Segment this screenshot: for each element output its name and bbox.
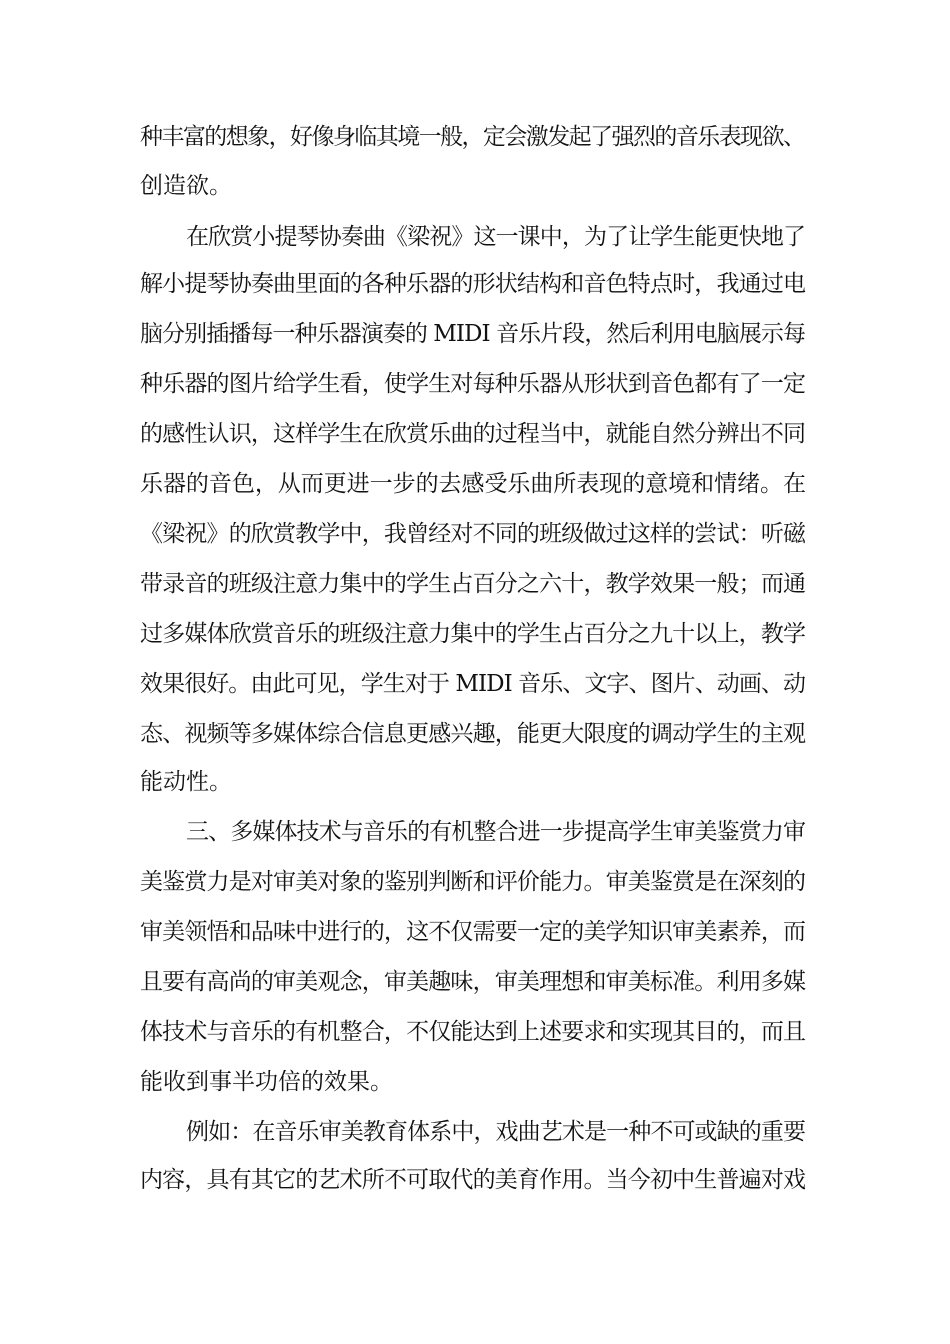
text-line: 例如：在音乐审美教育体系中，戏曲艺术是一种不可或缺的重要: [186, 1119, 806, 1145]
text-line: 《梁祝》的欣赏教学中，我曾经对不同的班级做过这样的尝试：听磁: [140, 521, 806, 547]
text-line: 乐器的音色，从而更进一步的去感受乐曲所表现的意境和情绪。在: [140, 471, 806, 497]
text-line: 能收到事半功倍的效果。: [140, 1069, 393, 1095]
text-line: 效果很好。由此可见，学生对于 MIDI 音乐、文字、图片、动画、动: [140, 671, 806, 697]
text-line: 态、视频等多媒体综合信息更感兴趣，能更大限度的调动学生的主观: [140, 721, 806, 747]
text-line: 体技术与音乐的有机整合，不仅能达到上述要求和实现其目的，而且: [140, 1019, 806, 1045]
text-line: 且要有高尚的审美观念，审美趣味，审美理想和审美标准。利用多媒: [140, 969, 806, 995]
text-line: 美鉴赏力是对审美对象的鉴别判断和评价能力。审美鉴赏是在深刻的: [140, 869, 806, 895]
text-line: 种乐器的图片给学生看，使学生对每种乐器从形状到音色都有了一定: [140, 371, 806, 397]
text-line: 种丰富的想象，好像身临其境一般，定会激发起了强烈的音乐表现欲、: [140, 124, 805, 150]
text-line: 能动性。: [140, 769, 232, 795]
text-line: 过多媒体欣赏音乐的班级注意力集中的学生占百分之九十以上，教学: [140, 621, 806, 647]
text-line: 脑分别插播每一种乐器演奏的 MIDI 音乐片段，然后利用电脑展示每: [140, 321, 806, 347]
text-line: 的感性认识，这样学生在欣赏乐曲的过程当中，就能自然分辨出不同: [140, 421, 806, 447]
text-line: 三、多媒体技术与音乐的有机整合进一步提高学生审美鉴赏力审: [186, 819, 806, 845]
text-line: 内容，具有其它的艺术所不可取代的美育作用。当今初中生普遍对戏: [140, 1167, 806, 1193]
text-line: 创造欲。: [140, 173, 232, 199]
text-line: 带录音的班级注意力集中的学生占百分之六十，教学效果一般；而通: [140, 571, 806, 597]
text-line: 在欣赏小提琴协奏曲《梁祝》这一课中，为了让学生能更快地了: [186, 224, 806, 250]
text-line: 解小提琴协奏曲里面的各种乐器的形状结构和音色特点时，我通过电: [140, 271, 806, 297]
text-line: 审美领悟和品味中进行的，这不仅需要一定的美学知识审美素养，而: [140, 919, 806, 945]
